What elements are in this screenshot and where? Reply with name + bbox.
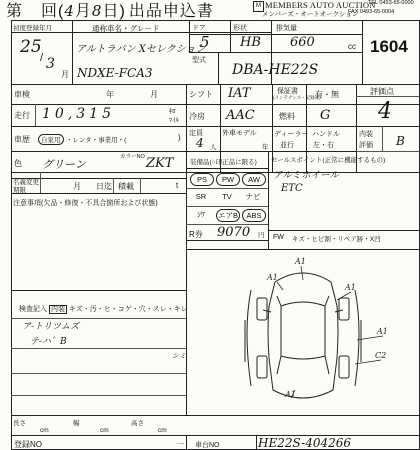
foreign-model-label: 外車モデル: [222, 130, 257, 137]
capacity-value: 4: [196, 136, 204, 150]
equipment-option-1: PS: [190, 173, 214, 186]
height-unit: cm: [158, 427, 167, 434]
diagram-legend: キズ・ヒビ割・リペア跡・X凹: [292, 236, 381, 243]
model-type-value: DBA-HE22S: [232, 62, 319, 78]
fuel-label: 燃料: [279, 112, 295, 121]
selling-point-alloy: アルミホイール: [273, 170, 339, 181]
auction-day: 8: [91, 2, 103, 20]
usage-own: 自家用: [38, 134, 64, 145]
company-fax: FAX 0493-65-0004: [348, 9, 395, 15]
capacity-label: 定員: [189, 130, 203, 137]
left-side-view: [245, 290, 251, 386]
selling-points-label: セールスポイント(正常に機能するもの): [271, 157, 386, 164]
fuel-value: G: [320, 108, 331, 123]
first-registration-label: 初度登録年月: [13, 25, 52, 32]
aircon-label: 冷房: [189, 112, 205, 121]
inspection-label: 車検: [14, 90, 30, 99]
color-code-value: ZKT: [146, 156, 174, 171]
title-prefix: 第: [6, 3, 24, 20]
length-unit: cm: [40, 427, 49, 434]
check-line-2: テ-ハ゛B: [30, 337, 67, 347]
mileage-label: 走行: [14, 111, 30, 120]
model-number: NDXE-FCA3: [77, 66, 153, 80]
car-name-value: アルトラパン Xセレクション: [76, 44, 206, 55]
interior-label-top: 内装: [359, 131, 373, 138]
check-record: [19, 304, 188, 314]
equipment-option-6: ナビ: [245, 192, 261, 201]
inspection-year-unit: 年: [106, 90, 114, 99]
first-registration-month-unit: 月: [61, 70, 69, 79]
usage-options: ・レンタ・事業用・(: [66, 137, 127, 144]
company-tel: TEL 0493-65-0000: [368, 0, 414, 6]
foreign-model-unit: 年: [262, 144, 269, 151]
auction-month: 4: [64, 2, 75, 20]
notes-header: 注意事項(欠品・修復・不具合箇所および状態): [13, 200, 158, 207]
chassis-number-label: 車台NO: [195, 442, 220, 449]
handle-value: 左・右: [313, 142, 334, 149]
sheet-title: [6, 0, 214, 21]
model-type-label: 型式: [192, 57, 206, 64]
first-registration-month: 3: [46, 56, 55, 72]
dealer-value: 並行: [280, 142, 294, 149]
interior-label-bottom: 評価: [359, 142, 373, 149]
recycle-label: R券: [189, 230, 203, 239]
company-logo-mark: M: [253, 1, 264, 12]
usage-label: 車歴: [14, 135, 30, 144]
doors-value: 5: [200, 33, 210, 51]
selling-point-etc: ETC: [281, 183, 303, 194]
damage-mark-rear: A1: [285, 390, 296, 399]
displacement-value: 660: [290, 35, 315, 50]
color-value: グリーン: [42, 158, 86, 171]
car-body-outline: [268, 273, 338, 398]
wheel-rear-right: [339, 356, 349, 378]
month-unit: 月: [74, 3, 92, 20]
interior-value: B: [396, 134, 405, 148]
width-label: 幅: [73, 420, 80, 427]
displacement-label: 排気量: [276, 25, 297, 32]
check-line-3: シミ: [172, 352, 186, 360]
company-sub: メンバーズ・オートオークション: [262, 11, 359, 18]
day-unit: 日): [102, 3, 126, 20]
doors-label: ドア: [192, 25, 206, 32]
check-record-interior: 内装: [50, 306, 65, 313]
mileage-unit-mile: ﾏｲﾙ: [169, 117, 179, 124]
equipment-label: 装備品(○印正品に限る): [190, 159, 257, 166]
first-registration-year: 25: [20, 37, 42, 57]
displacement-unit: cc: [348, 42, 356, 51]
recycle-value: 9070: [217, 225, 251, 240]
name-change-day: 日迄: [96, 182, 112, 191]
name-change-label-top: 名義変更: [13, 179, 39, 186]
equipment-option-9: ABS: [242, 209, 266, 222]
damage-mark-right-side: A1: [377, 327, 388, 336]
color-code-label: カラーNO: [120, 154, 145, 160]
title-suffix: 出品申込書: [128, 3, 214, 20]
car-damage-diagram: [187, 250, 419, 414]
right-side-view: [355, 290, 361, 386]
name-change-month: 月: [73, 182, 81, 191]
width-unit: cm: [100, 427, 109, 434]
shift-label: シフト: [189, 90, 213, 99]
check-line-1: ア-トリツムズ: [22, 322, 79, 332]
dealer-label: ディーラー: [274, 131, 309, 138]
damage-mark-left-front: A1: [267, 273, 278, 282]
damage-mark-front: A1: [295, 257, 306, 266]
car-name-label: 通称車名・グレード: [92, 24, 160, 33]
check-record-items: キズ・汚・ヒ・コゲ・穴・スレ・キレ: [68, 306, 188, 313]
wheel-rear-left: [257, 356, 267, 378]
length-label: 長さ: [13, 420, 26, 427]
height-label: 高さ: [131, 420, 144, 427]
load-label: 積載: [118, 182, 134, 191]
equipment-option-4: SR: [195, 192, 207, 201]
handle-label: ハンドル: [312, 131, 340, 138]
auction-sheet: 第 回(4月8日) 出品申込書 M MEMBERS AUTO AUCTION メンバーズ・オートオークション TEL 0493-65-0000 FAX 0493-65-0004 初度登録年月 25 / 3 月 通称車名・グレード アルトラパン Xセレクション NDXE-FCA3 ドア 5 形状 HB 排気量 660 cc 1604 型式 DBA-HE22S 車検 年 月 シフト IAT 保証書 (メンテナンス・記録簿) 有・無 評価点 4 走行 10,315 ｷﾛ ﾏｲﾙ 冷房 AAC 燃料 G 車歴 自家用 ・レンタ・事業用・( ) 定員 4 人 外車モデル 年 ディーラー 並行 ハンドル 左・右 内装 評価 B 色 グリーン カラーNO ZKT 名義変更 期限 月 日迄 積載 t 注意事項(欠品・修復・不具合箇所および状態) 装備品(○印正品に限る) PS PW AW SR TV ナビ ｼﾜ エアB ABS R券 9070 円 セールスポイント(正常に機能するもの) アルミホイール ETC FW キズ・ヒビ割・リペア跡・X凹 A1 A1 A1 A1 C2 A1 検査記入 内装 キズ・汚・ヒ・コゲ・穴・スレ・キレ ア-トリツムズ テ-ハ゛B シミ 長さ cm 幅 cm 高さ cm 登録NO 一 車台NO HE22S-404266: [0, 0, 420, 450]
title-round: 回(: [41, 3, 65, 20]
recycle-unit: 円: [258, 232, 265, 239]
color-label: 色: [14, 159, 22, 168]
shift-value: IAT: [228, 86, 251, 101]
warranty-sub: (メンテナンス・記録簿): [273, 95, 321, 100]
lot-number: 1604: [370, 37, 408, 56]
aircon-value: AAC: [226, 108, 255, 123]
inspection-month-unit: 月: [150, 90, 158, 99]
warranty-value: 有・無: [315, 90, 339, 99]
grade-label: 評価点: [370, 87, 394, 96]
company-name: MEMBERS AUTO AUCTION: [265, 0, 376, 10]
diagram-fw-label: FW: [273, 234, 284, 241]
equipment-option-2: PW: [216, 173, 240, 186]
mileage-value: 10,315: [42, 106, 115, 122]
chassis-number-value: HE22S-404266: [258, 436, 352, 450]
equipment-option-7: ｼﾜ: [197, 210, 205, 219]
registration-number-label: 登録NO: [14, 440, 42, 449]
equipment-option-8: エアB: [217, 211, 238, 220]
shape-label: 形状: [233, 25, 247, 32]
damage-mark-right-front: A1: [345, 283, 356, 292]
check-record-label: 検査記入: [19, 306, 47, 313]
capacity-unit: 人: [210, 144, 217, 151]
shape-value: HB: [240, 35, 261, 50]
wheel-front-left: [257, 298, 267, 320]
car-roof: [281, 302, 325, 359]
mileage-unit-km: ｷﾛ: [169, 108, 176, 115]
equipment-option-3: AW: [242, 173, 266, 186]
wheel-front-right: [339, 298, 349, 320]
name-change-label-bottom: 期限: [13, 187, 26, 194]
equipment-option-5: TV: [222, 192, 232, 201]
warranty-label: 保証書: [277, 88, 298, 95]
damage-mark-right-rear: C2: [375, 351, 387, 360]
grade-value: 4: [378, 99, 392, 124]
